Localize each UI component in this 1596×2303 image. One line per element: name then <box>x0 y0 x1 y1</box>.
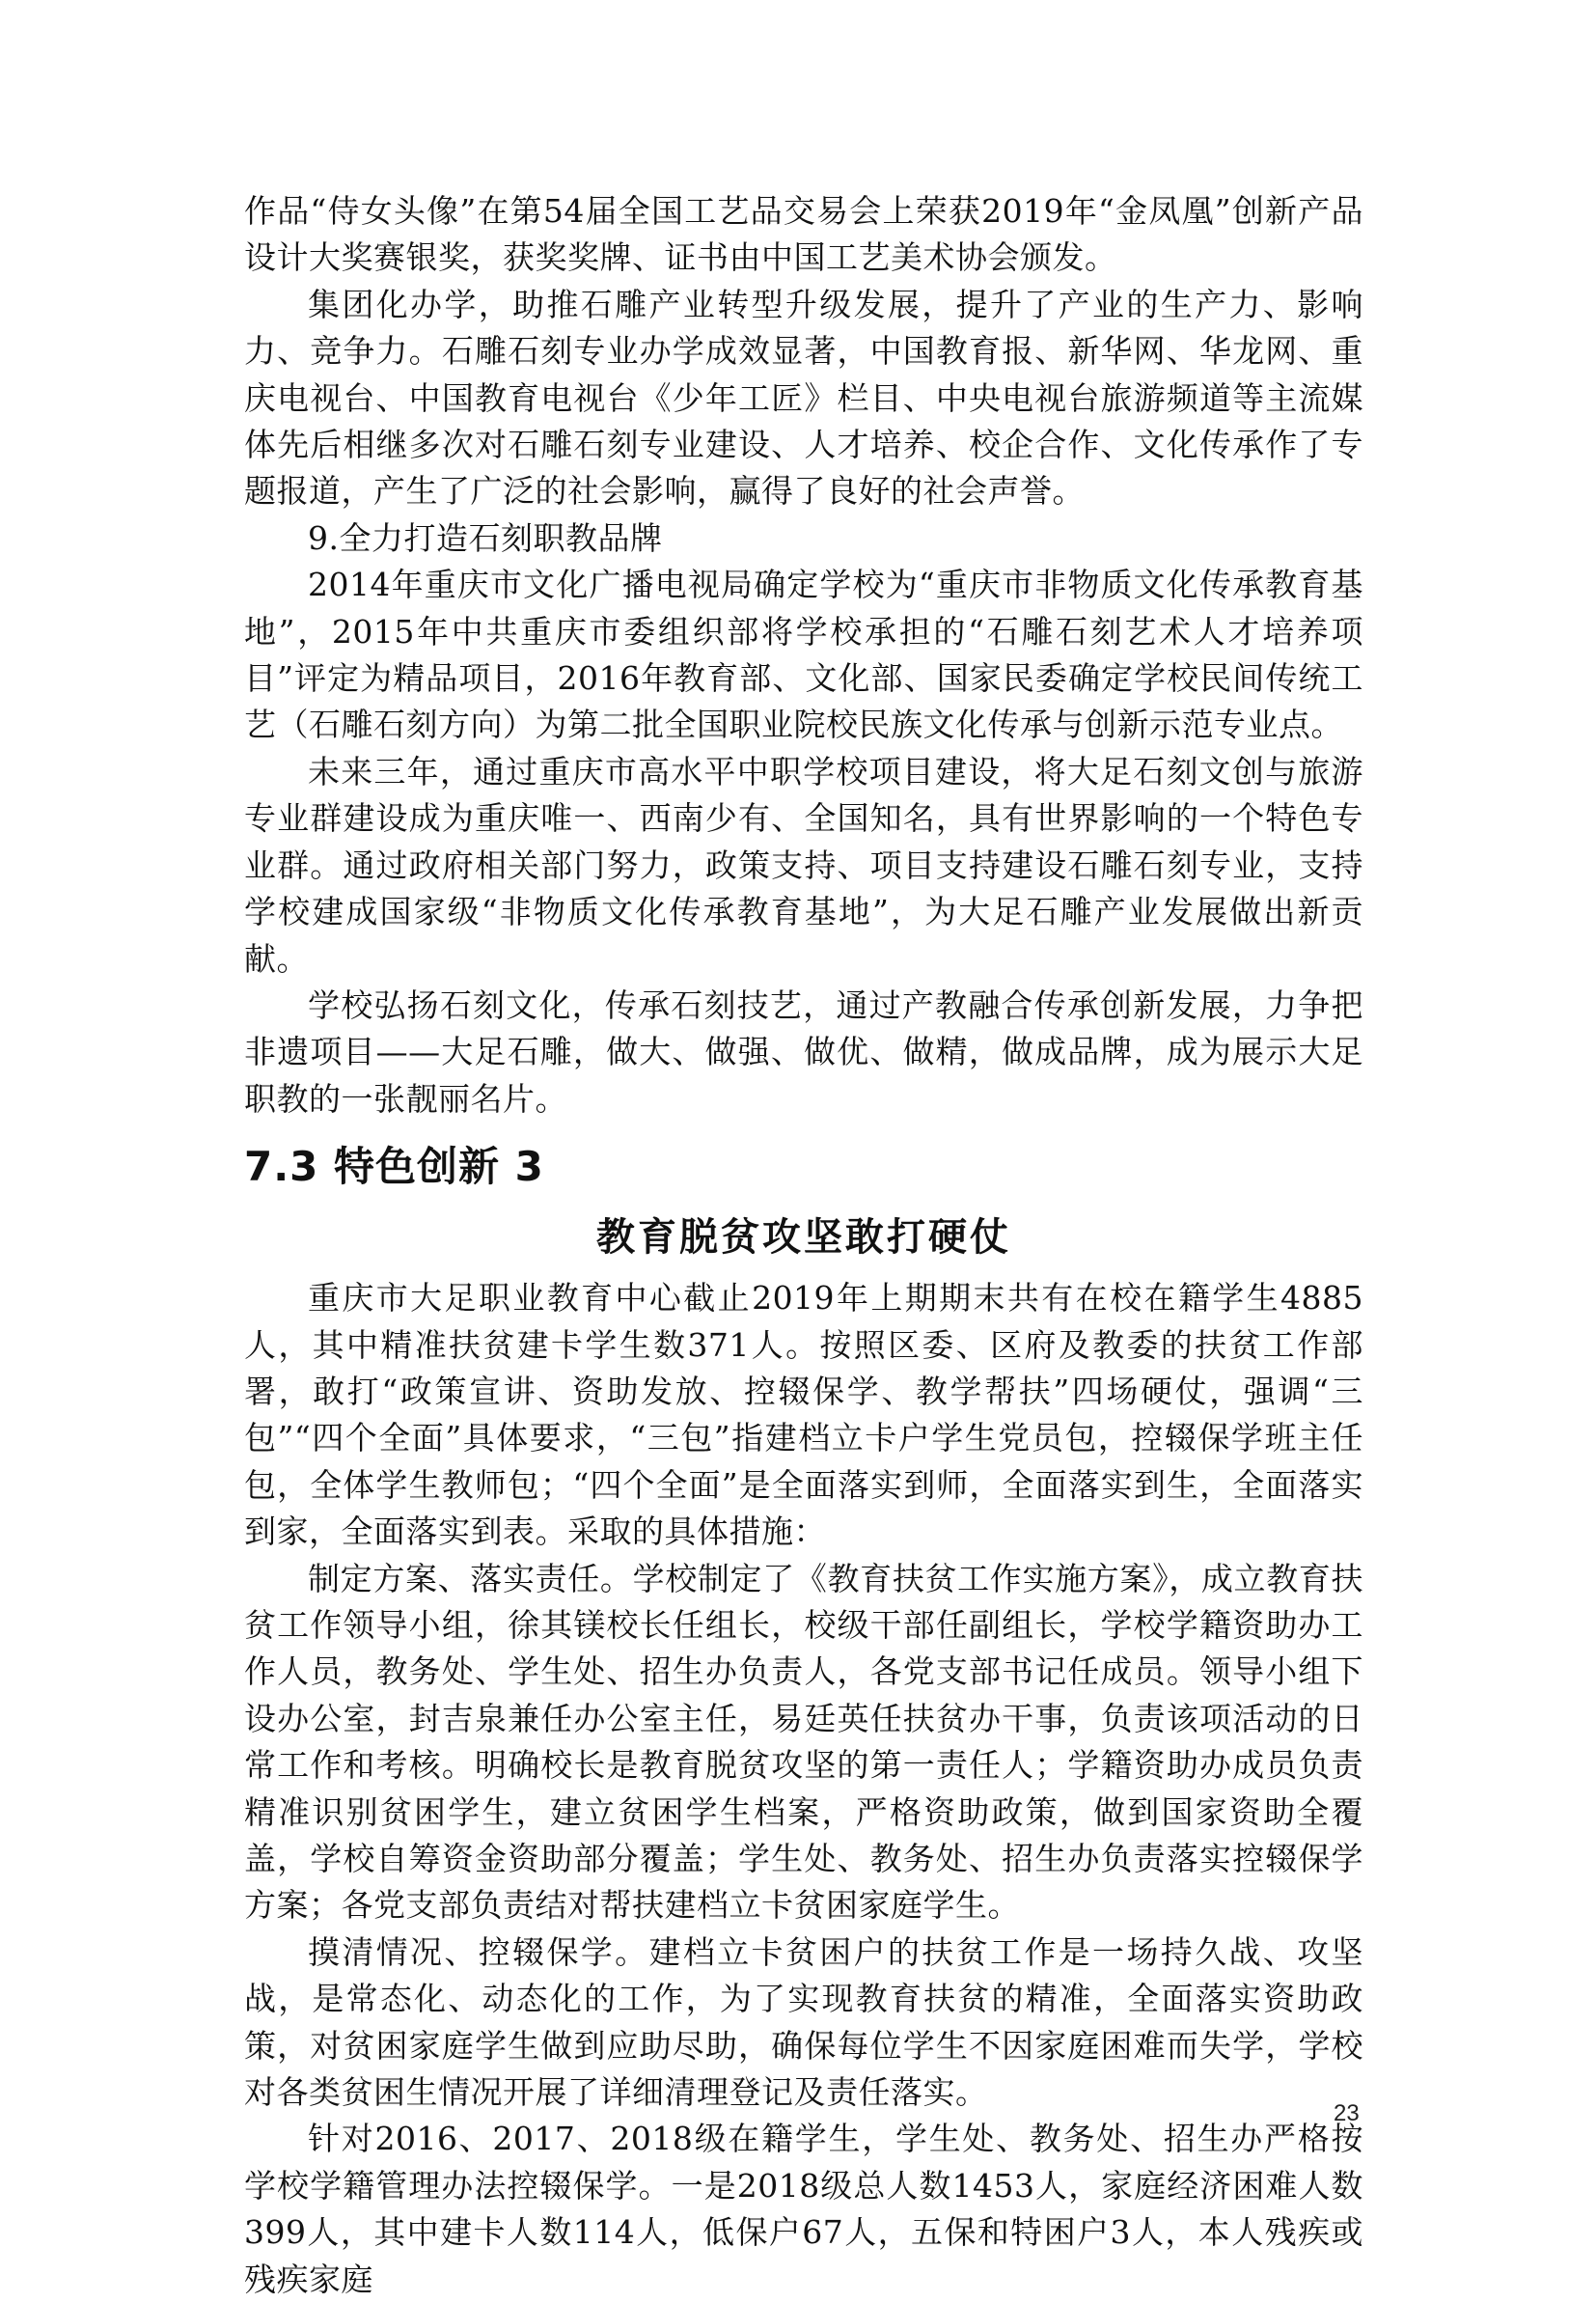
paragraph-overview: 重庆市大足职业教育中心截止2019年上期期末共有在校在籍学生4885人，其中精准扶贫建卡学生数371人。按照区委、区府及教委的扶贫工作部署，敢打“政策宣讲、资助发放、控辍保学、教学帮扶”四场硬仗，强调“三包”“四个全面”具体要求，“三包”指建档立卡户学生党员包，控辍保学班主任包，全体学生教师包；“四个全面”是全面落实到师，全面落实到生，全面落实到家，全面落实到表。采取的具体措施： <box>244 1279 1363 1551</box>
paragraph-award-continuation: 作品“侍女头像”在第54届全国工艺品交易会上荣获2019年“金凤凰”创新产品设计大奖赛银奖，获奖奖牌、证书由中国工艺美术协会颁发。 <box>244 192 1363 277</box>
paragraph-group-schooling: 集团化办学，助推石雕产业转型升级发展，提升了产业的生产力、影响力、竞争力。石雕石刻专业办学成效显著，中国教育报、新华网、华龙网、重庆电视台、中国教育电视台《少年工匠》栏目、中央电视台旅游频道等主流媒体先后相继多次对石雕石刻专业建设、人才培养、校企合作、文化传承作了专题报道，产生了广泛的社会影响，赢得了良好的社会声誉。 <box>244 285 1363 511</box>
paragraph-base-designation: 2014年重庆市文化广播电视局确定学校为“重庆市非物质文化传承教育基地”，2015年中共重庆市委组织部将学校承担的“石雕石刻艺术人才培养项目”评定为精品项目，2016年教育部、文化部、国家民委确定学校民间传统工艺（石雕石刻方向）为第二批全国职业院校民族文化传承与创新示范专业点。 <box>244 566 1363 744</box>
paragraph-future-plan: 未来三年，通过重庆市高水平中职学校项目建设，将大足石刻文创与旅游专业群建设成为重庆唯一、西南少有、全国知名，具有世界影响的一个特色专业群。通过政府相关部门努力，政策支持、项目支持建设石雕石刻专业，支持学校建成国家级“非物质文化传承教育基地”，为大足石雕产业发展做出新贡献。 <box>244 752 1363 978</box>
paragraph-heritage: 学校弘扬石刻文化，传承石刻技艺，通过产教融合传承创新发展，力争把非遗项目——大足石雕，做大、做强、做优、做精，做成品牌，成为展示大足职教的一张靓丽名片。 <box>244 985 1363 1118</box>
paragraph-responsibility: 制定方案、落实责任。学校制定了《教育扶贫工作实施方案》，成立教育扶贫工作领导小组，徐其镁校长任组长，校级干部任副组长，学校学籍资助办工作人员，教务处、学生处、招生办负责人，各党支部书记任成员。领导小组下设办公室，封吉泉兼任办公室主任，易廷英任扶贫办干事，负责该项活动的日常工作和考核。明确校长是教育脱贫攻坚的第一责任人；学籍资助办成员负责精准识别贫困学生，建立贫困学生档案，严格资助政策，做到国家资助全覆盖，学校自筹资金资助部分覆盖；学生处、教务处、招生办负责落实控辍保学方案；各党支部负责结对帮扶建档立卡贫困家庭学生。 <box>244 1559 1363 1925</box>
paragraph-dropout-control: 摸清情况、控辍保学。建档立卡贫困户的扶贫工作是一场持久战、攻坚战，是常态化、动态化的工作，为了实现教育扶贫的精准，全面落实资助政策，对贫困家庭学生做到应助尽助，确保每位学生不因家庭困难而失学，学校对各类贫困生情况开展了详细清理登记及责任落实。 <box>244 1932 1363 2112</box>
subheading-brand: 9.全力打造石刻职教品牌 <box>308 518 663 557</box>
section-heading: 7.3 特色创新 3 <box>244 1143 544 1191</box>
paragraph-student-stats: 针对2016、2017、2018级在籍学生，学生处、教务处、招生办严格按学校学籍管理办法控辍保学。一是2018级总人数1453人，家庭经济困难人数399人，其中建卡人数114人，低保户67人，五保和特困户3人，本人残疾或残疾家庭 <box>244 2120 1363 2298</box>
page-number: 23 <box>1334 2100 1360 2126</box>
article-title: 教育脱贫攻坚敢打硬仗 <box>596 1215 1011 1261</box>
page-content <box>244 188 1363 2303</box>
